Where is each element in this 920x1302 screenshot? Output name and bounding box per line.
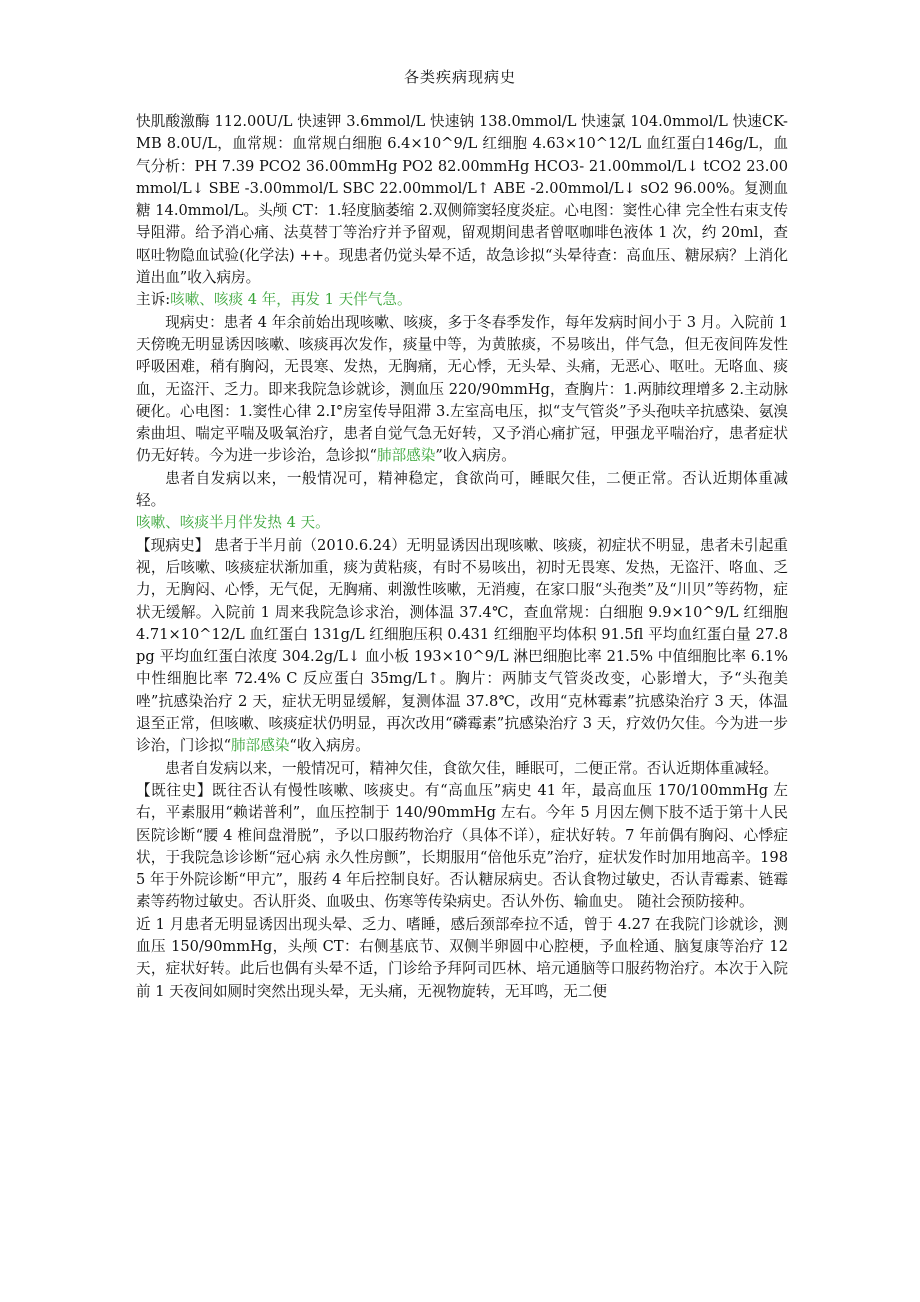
present-history-paragraph-2 bbox=[136, 535, 788, 758]
lab-results-paragraph: 快肌酸激酶 112.00U/L 快速钾 3.6mmol/L 快速钠 138.0mmol/L 快速氯 104.0mmol/L 快速CK-MB 8.0U/L，血常规：血常规白细胞 6.4×10^9/L 红细胞 4.63×10^12/L 血红蛋白146g/L，血气分析：PH 7.39 PCO2 36.00mmHg PO2 82.00mmHg HCO3- 21.00mmol/L↓ tCO2 23.00mmol/L↓ SBE -3.00mmol/L SBC 22.00mmol/L↑ ABE -2.00mmol/L↓ sO2 96.00%。复测血糖 14.0mmol/L。头颅 CT：1.轻度脑萎缩 2.双侧筛窦轻度炎症。心电图：窦性心律 完全性右束支传导阻滞。给予消心痛、法莫替丁等治疗并予留观，留观期间患者曾呕咖啡色液体 1 次，约 20ml，查呕吐物隐血试验(化学法) ++。现患者仍觉头晕不适，故急诊拟“头晕待查：高血压、糖尿病？上消化道出血”收入病房。 bbox=[136, 113, 788, 287]
general-condition-paragraph-1: 患者自发病以来，一般情况可，精神稳定，食欲尚可，睡眠欠佳，二便正常。否认近期体重减轻。 bbox=[136, 469, 788, 510]
present-history-1-end: ”收入病房。 bbox=[435, 447, 516, 465]
present-history-2-end: “收入病房。 bbox=[289, 737, 370, 755]
diagnosis-highlight-1: 肺部感染 bbox=[376, 447, 436, 465]
present-history-2-main: 【现病史】 患者于半月前（2010.6.24）无明显诱因出现咳嗽、咳痰，初症状不明显，患者未引起重视，后咳嗽、咳痰症状渐加重，痰为黄粘痰，有时不易咳出，初时无畏寒、发热，无盗汗、咯血、乏力，无胸闷、心悸，无气促，无胸痛、刺激性咳嗽，无消瘦，在家口服“头孢类”及“川贝”等药物，症状无缓解。入院前 1 周来我院急诊求治，测体温 37.4℃，查血常规：白细胞 9.9×10^9/L 红细胞 4.71×10^12/L 血红蛋白 131g/L 红细胞压积 0.431 红细胞平均体积 91.5fl 平均血红蛋白量 27.8pg 平均血红蛋白浓度 304.2g/L↓ 血小板 193×10^9/L 淋巴细胞比率 21.5% 中值细胞比率 6.1% 中性细胞比率 72.4% C 反应蛋白 35mg/L↑。胸片：两肺支气管炎改变，心影增大，予“头孢美唑”抗感染治疗 2 天，症状无明显缓解，复测体温 37.8℃，改用“克林霉素”抗感染治疗 3 天，体温退至正常，但咳嗽、咳痰症状仍明显，再次改用“磷霉素”抗感染治疗 3 天，疗效仍欠佳。今为进一步诊治，门诊拟“ bbox=[136, 536, 788, 755]
present-history-1-main: 现病史：患者 4 年余前始出现咳嗽、咳痰，多于冬春季发作，每年发病时间小于 3 月。入院前 1 天傍晚无明显诱因咳嗽、咳痰再次发作，痰量中等，为黄脓痰，不易咳出，伴气急，但无夜间阵发性呼吸困难，稍有胸闷，无畏寒、发热，无胸痛，无心悸，无头晕、头痛，无恶心、呕吐。无咯血、痰血，无盗汗、乏力。即来我院急诊就诊，测血压 220/90mmHg，查胸片：1.两肺纹理增多 2.主动脉硬化。心电图：1.窦性心律 2.I°房室传导阻滞 3.左室高电压，拟“支气管炎”予头孢呋辛抗感染、氨溴索曲坦、喘定平喘及吸氧治疗，患者自觉气急无好转，又予消心痛扩冠，甲强龙平喘治疗，患者症状仍无好转。今为进一步诊治，急诊拟“ bbox=[136, 313, 788, 465]
chief-complaint bbox=[136, 289, 788, 311]
present-history-paragraph-1 bbox=[136, 312, 788, 468]
diagnosis-highlight-2: 肺部感染 bbox=[231, 737, 290, 755]
document-body bbox=[136, 111, 788, 1003]
chief-complaint-label: 主诉: bbox=[136, 291, 171, 309]
document-title: 各类疾病现病史 bbox=[403, 68, 516, 86]
present-history-paragraph-3: 近 1 月患者无明显诱因出现头晕、乏力、嗜睡，感后颈部牵拉不适，曾于 4.27 在我院门诊就诊，测血压 150/90mmHg，头颅 CT：右侧基底节、双侧半卵圆中心腔梗，予血栓通、脑复康等治疗 12 天，症状好转。此后也偶有头晕不适，门诊给予拜阿司匹林、培元通脑等口服药物治疗。本次于入院前 1 天夜间如厕时突然出现头晕，无头痛，无视物旋转，无耳鸣，无二便 bbox=[136, 915, 788, 1000]
past-history-paragraph: 【既往史】既往否认有慢性咳嗽、咳痰史。有“高血压”病史 41 年，最高血压 170/100mmHg 左右，平素服用“赖诺普利”，血压控制于 140/90mmHg 左右。今年 5 月因左侧下肢不适于第十人民医院诊断“腰 4 椎间盘滑脱”，予以口服药物治疗（具体不详），症状好转。7 年前偶有胸闷、心悸症状，于我院急诊诊断“冠心病 永久性房颤”，长期服用“倍他乐克”治疗，症状发作时加用地高辛。1985 年于外院诊断“甲亢”，服药 4 年后控制良好。否认糖尿病史。否认食物过敏史，否认青霉素、链霉素等药物过敏史。否认肝炎、血吸虫、伤寒等传染病史。否认外伤、输血史。 随社会预防接种。 bbox=[136, 781, 788, 911]
chief-complaint-text: 咳嗽、咳痰 4 年，再发 1 天伴气急。 bbox=[170, 291, 412, 309]
chief-complaint-2: 咳嗽、咳痰半月伴发热 4 天。 bbox=[136, 514, 330, 532]
general-condition-paragraph-2: 患者自发病以来，一般情况可，精神欠佳，食欲欠佳，睡眠可，二便正常。否认近期体重减轻。 bbox=[165, 759, 779, 777]
